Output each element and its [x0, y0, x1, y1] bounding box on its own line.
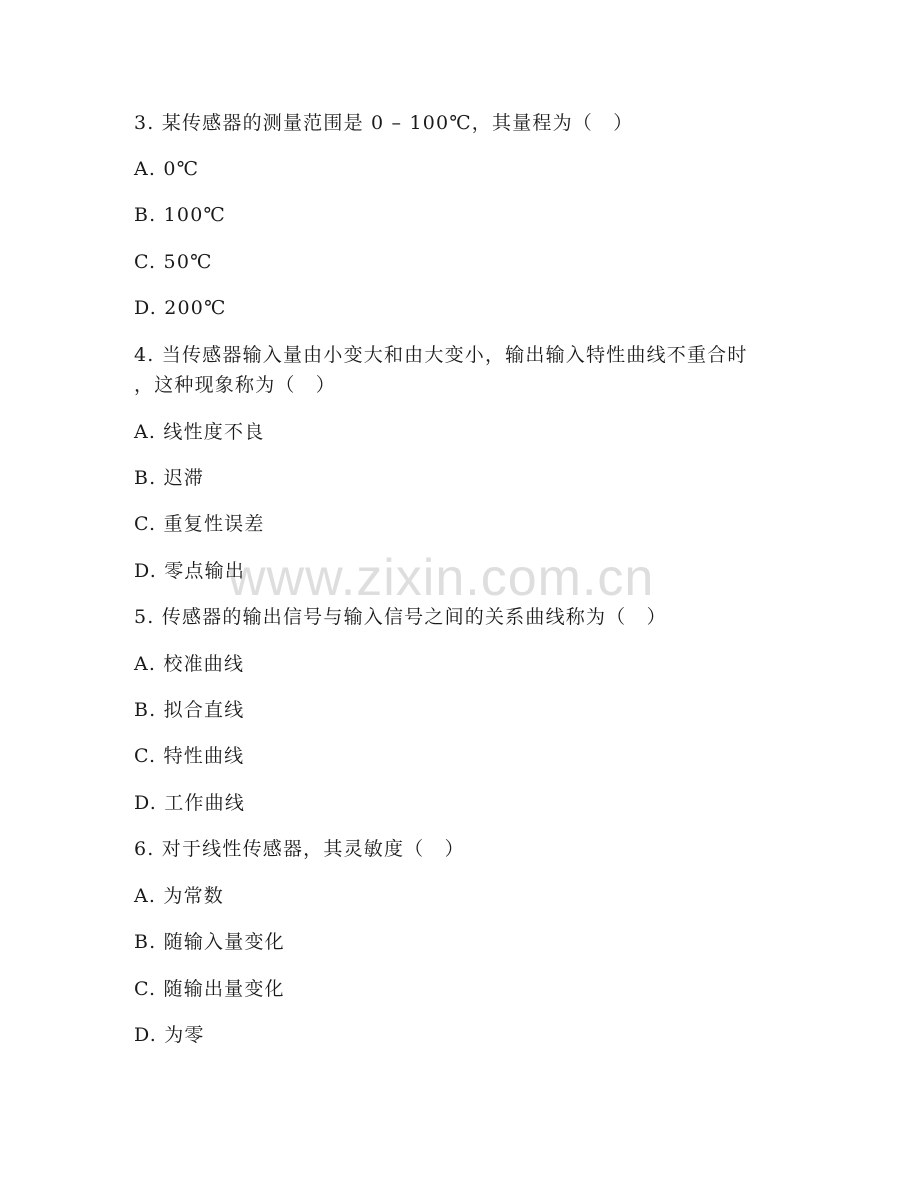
question-3-option-c: C. 50℃	[134, 251, 213, 273]
question-4-stem-line-2: ，这种现象称为（ ）	[134, 374, 337, 396]
question-6-option-c: C. 随输出量变化	[134, 978, 285, 1000]
question-4-option-d: D. 零点输出	[134, 560, 246, 582]
question-4-stem-line-1: 4. 当传感器输入量由小变大和由大变小，输出输入特性曲线不重合时	[134, 344, 748, 366]
question-6-stem: 6. 对于线性传感器，其灵敏度（ ）	[134, 838, 465, 860]
question-4-option-b: B. 迟滞	[134, 467, 205, 489]
question-6-option-d: D. 为零	[134, 1024, 205, 1046]
question-5-option-c: C. 特性曲线	[134, 745, 245, 767]
question-3-stem: 3. 某传感器的测量范围是 0 – 100℃，其量程为（ ）	[134, 112, 634, 134]
question-3-option-b: B. 100℃	[134, 204, 226, 226]
question-3-option-d: D. 200℃	[134, 297, 227, 319]
watermark: www.zixin.com.cn	[228, 549, 655, 607]
question-6-option-a: A. 为常数	[134, 885, 225, 907]
question-4-option-a: A. 线性度不良	[134, 421, 265, 443]
question-4-option-c: C. 重复性误差	[134, 513, 265, 535]
question-5-option-d: D. 工作曲线	[134, 792, 246, 814]
question-3-option-a: A. 0℃	[134, 158, 200, 180]
question-5-stem: 5. 传感器的输出信号与输入信号之间的关系曲线称为（ ）	[134, 606, 667, 628]
question-6-option-b: B. 随输入量变化	[134, 931, 285, 953]
question-5-option-a: A. 校准曲线	[134, 653, 245, 675]
question-5-option-b: B. 拟合直线	[134, 699, 245, 721]
